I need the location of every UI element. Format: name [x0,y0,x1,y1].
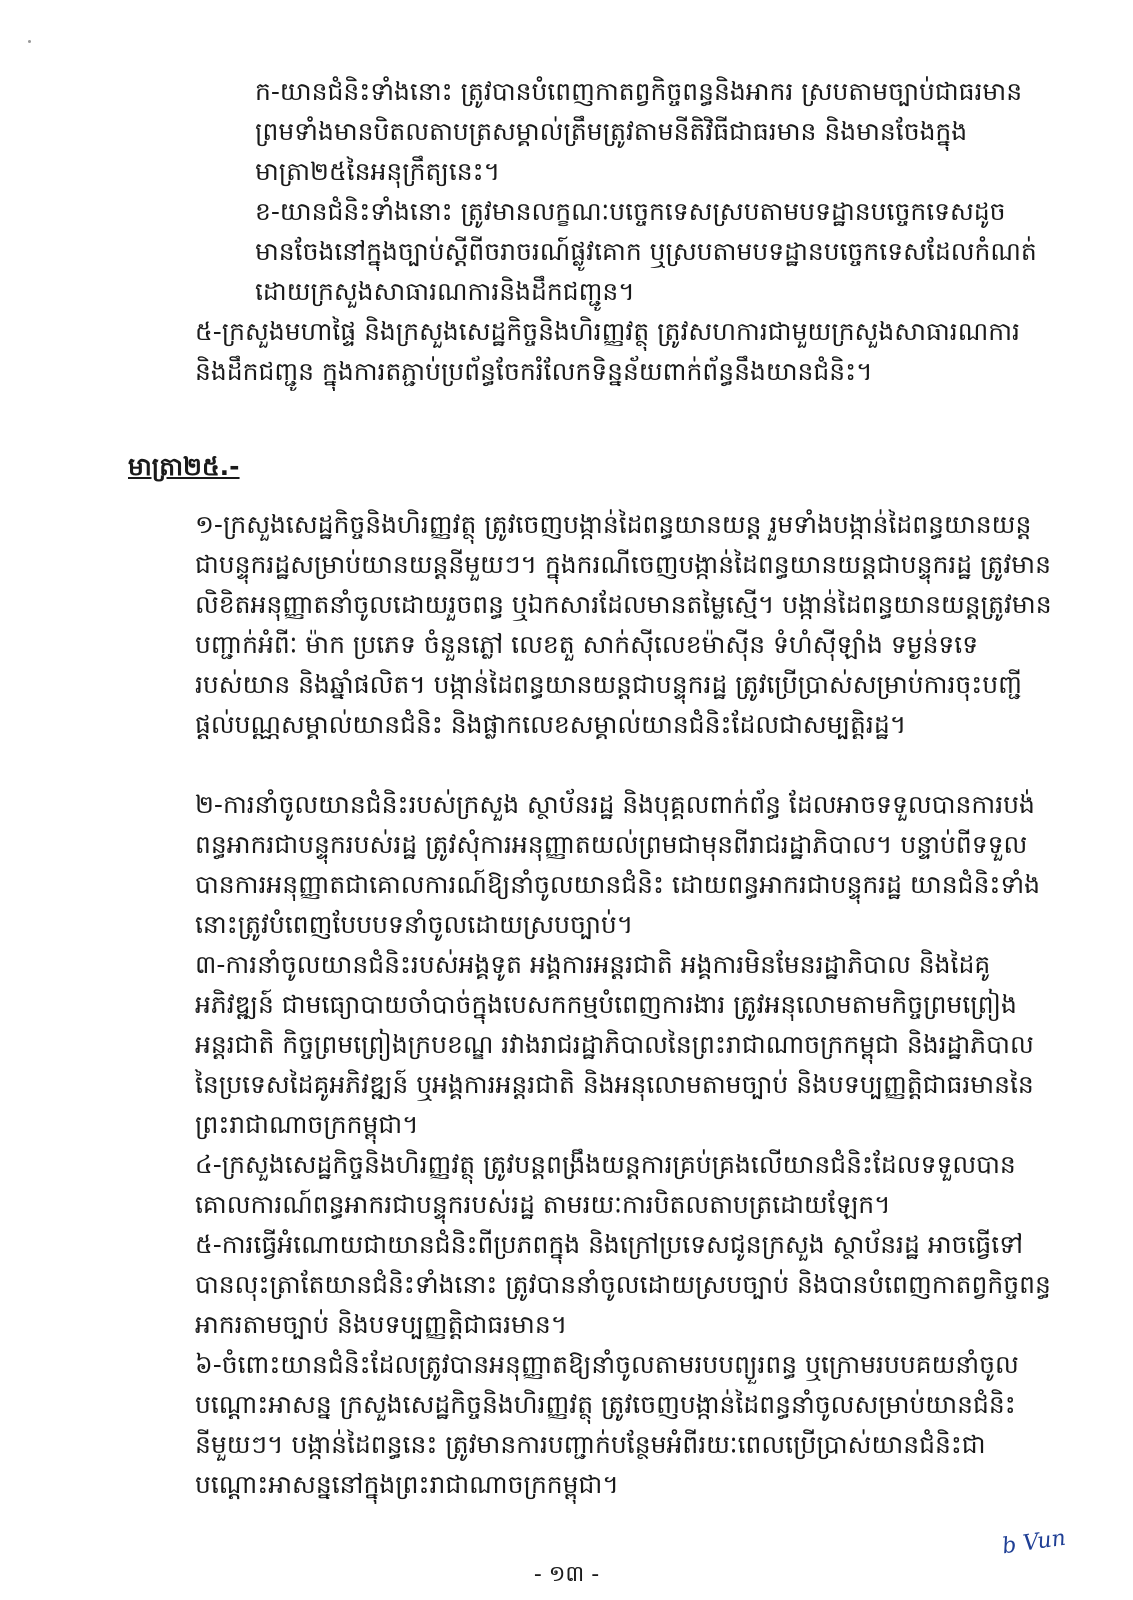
article-item-4: ៤-ក្រសួងសេដ្ឋកិច្ចនិងហិរញ្ញវត្ថុ ត្រូវបន្តពង្រឹងយន្តការគ្រប់គ្រងលើយានជំនិះដែលទទួលបានគោលការណ៍ពន្ធអាករជាបន្ទុករបស់រដ្ឋ តាមរយៈការបិតលតាបត្រដោយឡែក។ [195,1150,1016,1219]
article-item-5: ៥-ការធ្វើអំណោយជាយានជំនិះពីប្រភពក្នុង និងក្រៅប្រទេសជូនក្រសួង ស្ថាប័នរដ្ឋ អាចធ្វើទៅបានលុះត្រាតែយានជំនិះទាំងនោះ ត្រូវបាននាំចូលដោយស្របច្បាប់ និងបានបំពេញកាតព្វកិច្ចពន្ធអាករតាមច្បាប់ និងបទប្បញ្ញត្តិជាធរមាន។ [195,1230,1051,1339]
sub-item-kha: ខ-យានជំនិះទាំងនោះ ត្រូវមានលក្ខណៈបច្ចេកទេសស្របតាមបទដ្ឋានបច្ចេកទេសដូចមានចែងនៅក្នុងច្បាប់ស្ដីពីចរាចរណ៍ផ្លូវគោក ឬស្របតាមបទដ្ឋានបច្ចេកទេសដែលកំណត់ដោយក្រសួងសាធារណការនិងដឹកជញ្ជូន។ [255,197,1037,306]
article-item-2: ២-ការនាំចូលយានជំនិះរបស់ក្រសួង ស្ថាប័នរដ្ឋ និងបុគ្គលពាក់ព័ន្ធ ដែលអាចទទួលបានការបង់ពន្ធអាករជាបន្ទុករបស់រដ្ឋ ត្រូវសុំការអនុញ្ញាតយល់ព្រមជាមុនពីរាជរដ្ឋាភិបាល។ បន្ទាប់ពីទទួលបានការអនុញ្ញាតជាគោលការណ៍ឱ្យនាំចូលយានជំនិះ ដោយពន្ធអាករជាបន្ទុករដ្ឋ យានជំនិះទាំងនោះត្រូវបំពេញបែបបទនាំចូលដោយស្របច្បាប់។ [195,790,1040,939]
article-item-3: ៣-ការនាំចូលយានជំនិះរបស់អង្គទូត អង្គការអន្តរជាតិ អង្គការមិនមែនរដ្ឋាភិបាល និងដៃគូអភិវឌ្ឍន៍ ជាមធ្យោបាយចាំបាច់ក្នុងបេសកកម្មបំពេញការងារ ត្រូវអនុលោមតាមកិច្ចព្រមព្រៀងអន្តរជាតិ កិច្ចព្រមព្រៀងក្របខណ្ឌ រវាងរាជរដ្ឋាភិបាលនៃព្រះរាជាណាចក្រកម្ពុជា និងរដ្ឋាភិបាលនៃប្រទេសដៃគូអភិវឌ្ឍន៍ ឬអង្គការអន្តរជាតិ និងអនុលោមតាមច្បាប់ និងបទប្បញ្ញត្តិជាធរមាននៃព្រះរាជាណាចក្រកម្ពុជា។ [195,950,1034,1139]
sub-item-ka: ក-យានជំនិះទាំងនោះ ត្រូវបានបំពេញកាតព្វកិច្ចពន្ធនិងអាករ ស្របតាមច្បាប់ជាធរមាន ព្រមទាំងមានបិតលតាបត្រសម្គាល់ត្រឹមត្រូវតាមនីតិវិធីជាធរមាន និងមានចែងក្នុងមាត្រា២៥នៃអនុក្រឹត្យនេះ។ [255,77,1023,186]
scan-speck [28,40,31,43]
article-item-6: ៦-ចំពោះយានជំនិះដែលត្រូវបានអនុញ្ញាតឱ្យនាំចូលតាមរបបព្យួរពន្ធ ឬក្រោមរបបគយនាំចូលបណ្ដោះអាសន្ន ក្រសួងសេដ្ឋកិច្ចនិងហិរញ្ញវត្ថុ ត្រូវចេញបង្កាន់ដៃពន្ធនាំចូលសម្រាប់យានជំនិះនីមួយៗ។ បង្កាន់ដៃពន្ធនេះ ត្រូវមានការបញ្ជាក់បន្ថែមអំពីរយៈពេលប្រើប្រាស់យានជំនិះជាបណ្ដោះអាសន្ននៅក្នុងព្រះរាជាណាចក្រកម្ពុជា។ [195,1350,1019,1499]
article-item-1: ១-ក្រសួងសេដ្ឋកិច្ចនិងហិរញ្ញវត្ថុ ត្រូវចេញបង្កាន់ដៃពន្ធយានយន្ត រួមទាំងបង្កាន់ដៃពន្ធយានយន្តជាបន្ទុករដ្ឋសម្រាប់យានយន្តនីមួយៗ។ ក្នុងករណីចេញបង្កាន់ដៃពន្ធយានយន្តជាបន្ទុករដ្ឋ ត្រូវមានលិខិតអនុញ្ញាតនាំចូលដោយរួចពន្ធ ឬឯកសារដែលមានតម្លៃស្មើ។ បង្កាន់ដៃពន្ធយានយន្តត្រូវមានបញ្ជាក់អំពីៈ ម៉ាក ប្រភេទ ចំនួនភ្លៅ លេខតួ សាក់ស៊ីលេខម៉ាស៊ីន ទំហំស៊ីឡាំង ទម្ងន់ទទេរបស់យាន និងឆ្នាំផលិត។ បង្កាន់ដៃពន្ធយានយន្តជាបន្ទុករដ្ឋ ត្រូវប្រើប្រាស់សម្រាប់ការចុះបញ្ជីផ្ដល់បណ្ណសម្គាល់យានជំនិះ និងផ្លាកលេខសម្គាល់យានជំនិះដែលជាសម្បត្តិរដ្ឋ។ [195,510,1052,739]
page-number: - ១៣ - [533,1562,600,1587]
handwritten-signature: b Vun [1000,1525,1068,1560]
item-5-ministries: ៥-ក្រសួងមហាផ្ទៃ និងក្រសួងសេដ្ឋកិច្ចនិងហិរញ្ញវត្ថុ ត្រូវសហការជាមួយក្រសួងសាធារណការនិងដឹកជញ្ជូន ក្នុងការតភ្ជាប់ប្រព័ន្ធចែករំលែកទិន្នន័យពាក់ព័ន្ធនឹងយានជំនិះ។ [195,317,1020,386]
article-heading: មាត្រា២៥.- [128,452,240,481]
